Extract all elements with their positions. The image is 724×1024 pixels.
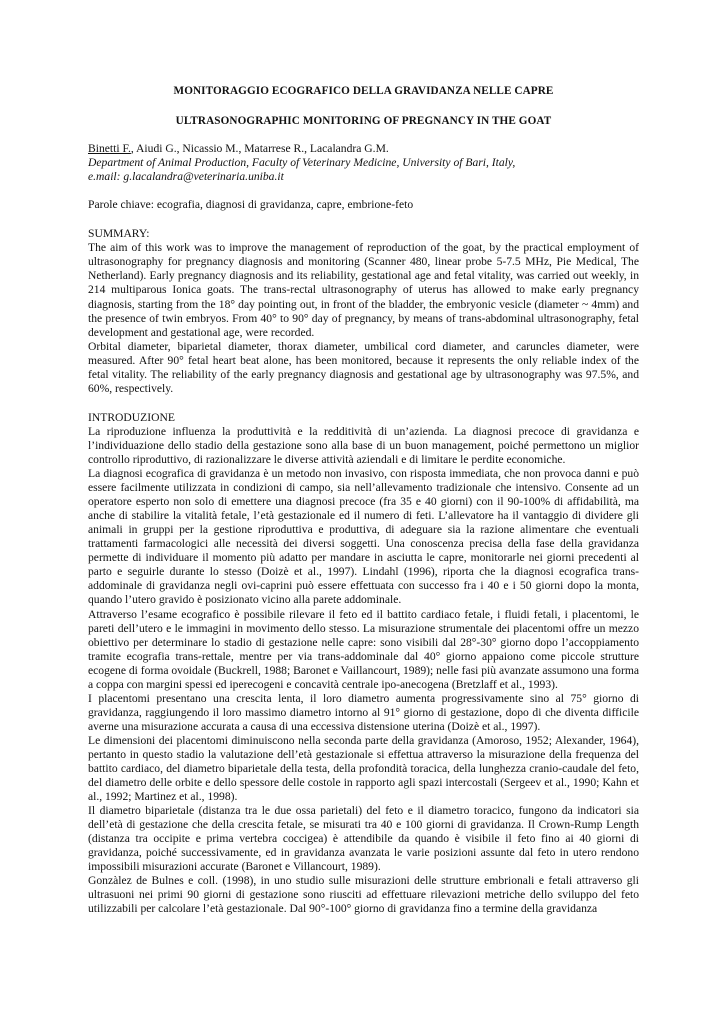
summary-heading: SUMMARY: [88, 227, 150, 241]
first-author: Binetti F. [88, 142, 131, 156]
summary-paragraph: Orbital diameter, biparietal diameter, thorax diameter, umbilical cord diameter, and caruncles diameter, were measured. After 90° fetal heart beat alone, has been monitored, because it represents the only reliable index of the fetal vitality. The reliability of the early pregnancy diagnosis and gestational age by ultrasonography was 97.5%, and 60%, respectively. [88, 339, 639, 395]
intro-paragraph: I placentomi presentano una crescita lenta, il loro diametro aumenta progressivamente sino al 75° giorno di gravidanza, raggiungendo il loro massimo diametro intorno al 91° giorno di gestazione, dopo di che diventa difficile averne una misurazione accurata a causa di una eccessiva distensione uterina (Doizè et al., 1997). [88, 691, 639, 733]
intro-paragraph: La diagnosi ecografica di gravidanza è un metodo non invasivo, con risposta immediata, che non provoca danni e può essere facilmente utilizzata in condizioni di campo, sia nell’allevamento tradizionale che intensivo. Consente ad un operatore esperto non solo di emettere una diagnosi precoce (fra 35 e 40 giorni) con il 90-100% di affidabilità, ma anche di stabilire la vitalità fetale, l’età gestazionale ed il numero di feti. L’allevatore ha il vantaggio di dividere gli animali in gruppi per la gestione riproduttiva e produttiva, di adeguare sia la razione alimentare che eventuali trattamenti farmacologici alle necessità dei diversi soggetti. Una conoscenza precisa della fase della gravidanza permette di individuare il momento più adatto per mandare in asciutta le capre, monitorarle nei giorni precedenti al parto e seguirle durante lo stesso (Doizè et al., 1997). Lindahl (1996), riporta che la diagnosi ecografica trans-addominale di gravidanza negli ovi-caprini può essere effettuata con successo fra i 40 e i 50 giorni dopo la monta, quando l’utero gravido è posizionato vicino alla parete addominale. [88, 467, 639, 607]
intro-paragraph: Gonzàlez de Bulnes e coll. (1998), in uno studio sulle misurazioni delle strutture embrionali e fetali attraverso gli ultrasuoni nei primi 90 giorni di gestazione sono riusciti ad effettuare rilevazioni metriche dello sviluppo del feto utilizzabili per calcolare l’età gestazionale. Dal 90°-100° giorno di gravidanza fino a termine della gravidanza [88, 874, 639, 916]
intro-paragraph: Il diametro biparietale (distanza tra le due ossa parietali) del feto e il diametro toracico, fungono da indicatori sia dell’età di gestazione che della crescita fetale, se misurati tra 40 e 100 giorni di gravidanza. Il Crown-Rump Length (distanza tra occipite e prima vertebra coccigea) è attendibile da quando è visibile il feto fino ai 40 giorni di gravidanza, poiché successivamente, ed in gravidanza avanzata le varie posizioni assunte dal feto in utero rendono impossibili misurazioni accurate (Baronet e Villancourt, 1989). [88, 804, 639, 874]
intro-heading: INTRODUZIONE [88, 410, 175, 424]
other-authors: , Aiudi G., Nicassio M., Matarrese R., Lacalandra G.M. [130, 142, 389, 156]
summary-paragraph: The aim of this work was to improve the management of reproduction of the goat, by the practical employment of ultrasonography for pregnancy diagnosis and monitoring (Scanner 480, linear probe 5-7.5 MHz, Pie Medical, The Netherland). Early pregnancy diagnosis and its reliability, gestational age and fetal vitality, was carried out weekly, in 214 multiparous Ionica goats. The trans-rectal ultrasonography of uterus has allowed to make early pregnancy diagnosis, starting from the 18° day pointing out, in front of the bladder, the embryonic vesicle (diameter ~ 4mm) and the presence of twin embryos. From 40° to 90° day of pregnancy, by means of trans-abdominal ultrasonography, fetal development and gestational age, were recorded. [88, 241, 639, 339]
intro-paragraph: Le dimensioni dei placentomi diminuiscono nella seconda parte della gravidanza (Amoroso, 1952; Alexander, 1964), pertanto in questo stadio la valutazione dell’età gestazionale si effettua attraverso la misurazione della frequenza del battito cardiaco, del diametro biparietale della testa, della profondità toracica, della lunghezza cranio-caudale del feto, del diametro delle orbite e dello spessore delle costole in rapporto agli spazi intercostali (Sergeev et al., 1990; Kahn et al., 1992; Martinez et al., 1998). [88, 733, 639, 804]
paper-page [88, 84, 639, 917]
intro-paragraph: Attraverso l’esame ecografico è possibile rilevare il feto ed il battito cardiaco fetale, i fluidi fetali, i placentomi, le pareti dell’utero e le immagini in movimento dello stesso. La misurazione strumentale dei placentomi offre un mezzo obiettivo per determinare lo stadio di gestazione nelle capre: sono visibili dal 28°-30° giorno dopo l’accoppiamento tramite ecografia trans-rettale, mentre per via trans-addominale dal 40° giorno appaiono come piccole strutture ecogene di forma ovoidale (Buckrell, 1988; Baronet e Vaillancourt, 1989); nelle fasi più avanzate assumono una forma a coppa con margini spessi ed iperecogeni e concavità centrale ipo-anecogena (Bretzlaff et al., 1993). [88, 607, 639, 691]
affiliation: Department of Animal Production, Faculty of Veterinary Medicine, University of Bari, Italy, [88, 156, 516, 170]
contact-email: e.mail: g.lacalandra@veterinaria.uniba.it [88, 170, 284, 184]
author-list [88, 142, 639, 156]
keywords: Parole chiave: ecografia, diagnosi di gravidanza, capre, embrione-feto [88, 198, 414, 212]
title-english: ULTRASONOGRAPHIC MONITORING OF PREGNANCY IN THE GOAT [175, 115, 552, 128]
intro-paragraph: La riproduzione influenza la produttività e la redditività di un’azienda. La diagnosi precoce di gravidanza e l’individuazione dello stadio della gestazione sono alla base di un buon management, poiché permettono un miglior controllo riproduttivo, di razionalizzare le diverse attività aziendali e di limitare le perdite economiche. [88, 424, 639, 466]
title-italian: MONITORAGGIO ECOGRAFICO DELLA GRAVIDANZA NELLE CAPRE [173, 85, 554, 97]
